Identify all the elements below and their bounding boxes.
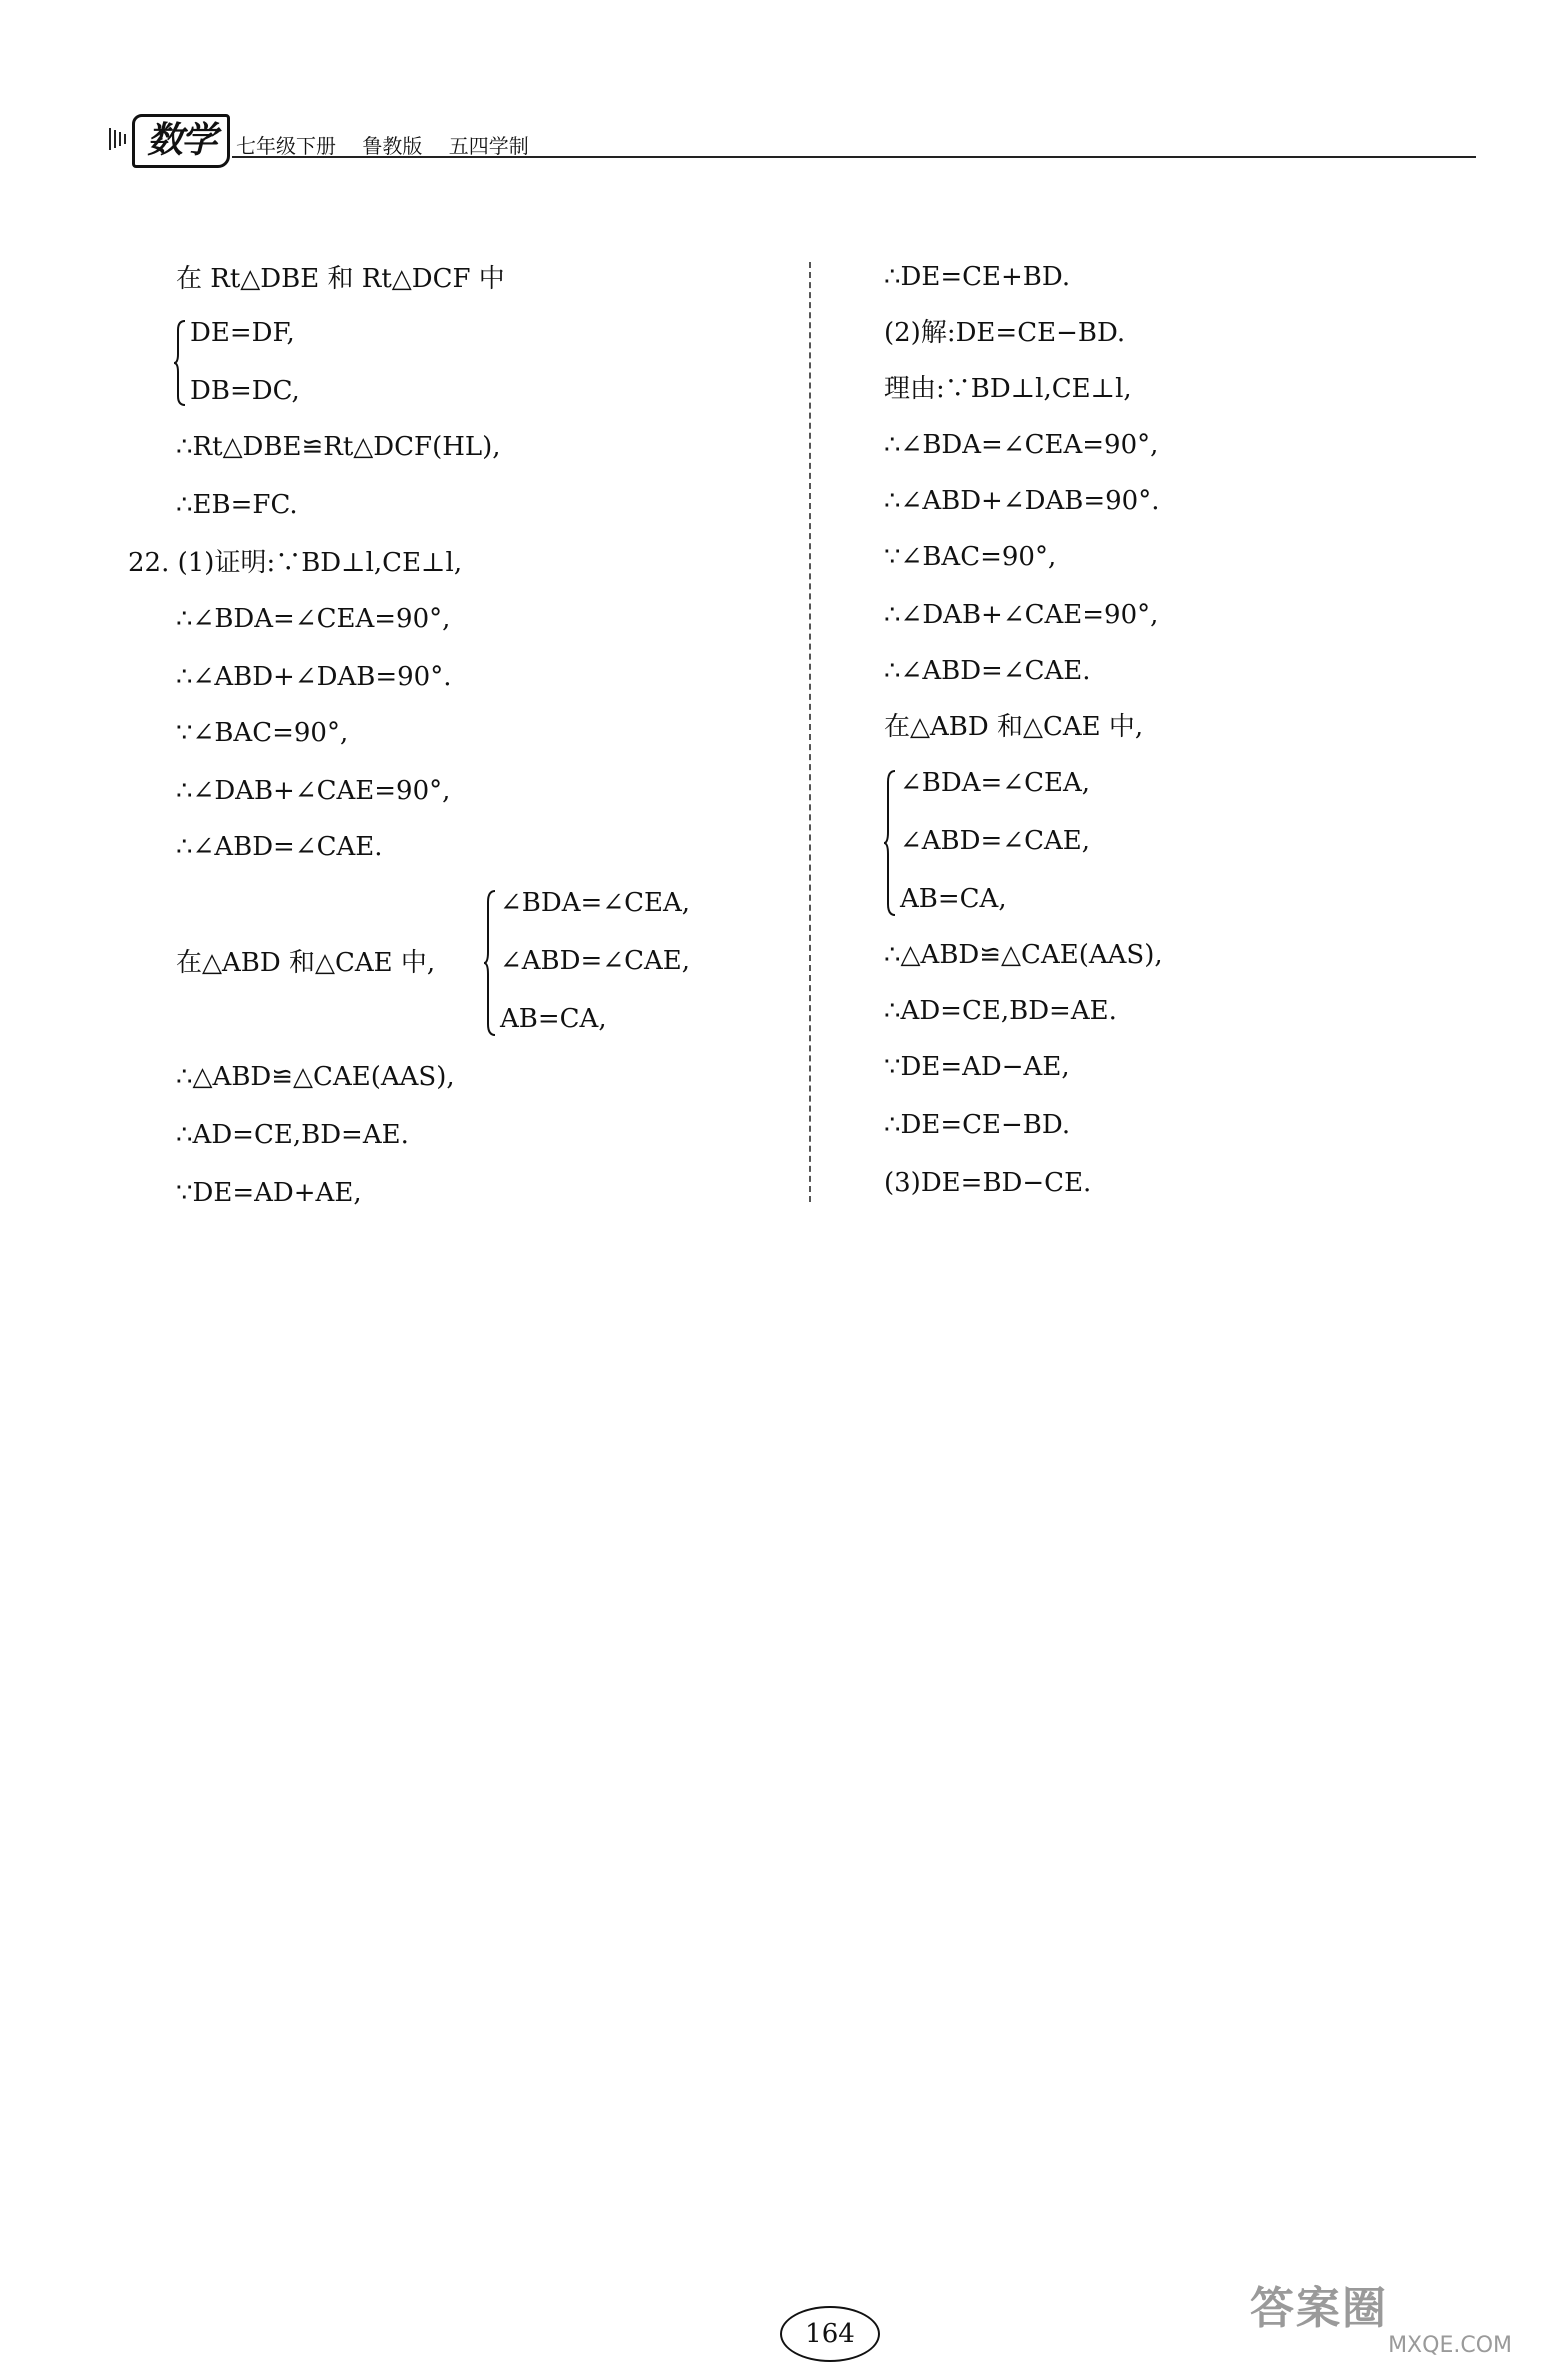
text-line: ∵DE=AD+AE, (176, 1178, 362, 1208)
watermark-url: MXQE.COM (1388, 2333, 1512, 2358)
text-line: 在△ABD 和△CAE 中, (884, 712, 1144, 742)
text-line: 在△ABD 和△CAE 中, (176, 948, 436, 978)
text-line: ∵∠BAC=90°, (176, 718, 349, 748)
watermark-text: 答案圈 (1250, 2283, 1388, 2334)
subject-logo: 数学 (132, 114, 230, 168)
text-line: ∵DE=AD−AE, (884, 1052, 1070, 1082)
system-line: ∠BDA=∠CEA, (500, 888, 690, 918)
text-line: ∴∠BDA=∠CEA=90°, (176, 604, 451, 634)
system-line: AB=CA, (900, 884, 1007, 914)
equation-system (884, 766, 1184, 918)
text-line: ∴△ABD≌△CAE(AAS), (884, 940, 1163, 970)
brace-icon (884, 770, 896, 916)
page-number: 164 (780, 2306, 880, 2362)
header-rule (232, 156, 1476, 158)
text-line: ∴DE=CE+BD. (884, 262, 1071, 292)
text-line: 理由:∵BD⊥l,CE⊥l, (884, 374, 1132, 404)
page-header (96, 108, 1476, 168)
text-line: ∴∠BDA=∠CEA=90°, (884, 430, 1159, 460)
text-line: ∴∠ABD+∠DAB=90°. (176, 662, 452, 692)
ornament-icon (106, 126, 128, 152)
system-line: AB=CA, (500, 1004, 607, 1034)
equation-system (484, 886, 764, 1038)
text-line: ∵∠BAC=90°, (884, 542, 1057, 572)
text-line: ∴Rt△DBE≌Rt△DCF(HL), (176, 432, 501, 462)
system-line: ∠ABD=∠CAE, (500, 946, 690, 976)
text-line: ∴∠ABD+∠DAB=90°. (884, 486, 1160, 516)
system-line: DE=DF, (190, 318, 295, 348)
text-line: ∴AD=CE,BD=AE. (884, 996, 1117, 1026)
text-line: (2)解:DE=CE−BD. (884, 318, 1126, 348)
text-line: ∴∠DAB+∠CAE=90°, (884, 600, 1159, 630)
system-line: ∠ABD=∠CAE, (900, 826, 1090, 856)
watermark-logo (1250, 2284, 1520, 2364)
school-system-label: 五四学制 (448, 134, 529, 158)
text-line: ∴EB=FC. (176, 490, 298, 520)
text-line: (3)DE=BD−CE. (884, 1168, 1092, 1198)
equation-system (174, 316, 394, 412)
edition-label: 鲁教版 (362, 134, 423, 158)
text-line: ∴∠DAB+∠CAE=90°, (176, 776, 451, 806)
brace-icon (484, 890, 496, 1036)
grade-label: 七年级下册 (236, 134, 336, 158)
book-info (236, 130, 549, 159)
system-line: ∠BDA=∠CEA, (900, 768, 1090, 798)
text-line: ∴AD=CE,BD=AE. (176, 1120, 409, 1150)
text-line: ∴∠ABD=∠CAE. (176, 832, 383, 862)
problem-line: 22. (1)证明:∵BD⊥l,CE⊥l, (128, 548, 463, 578)
text-line: ∴∠ABD=∠CAE. (884, 656, 1091, 686)
text-line: 在 Rt△DBE 和 Rt△DCF 中 (176, 264, 505, 294)
text-line: ∴△ABD≌△CAE(AAS), (176, 1062, 455, 1092)
brace-icon (174, 320, 186, 406)
system-line: DB=DC, (190, 376, 300, 406)
column-divider (809, 262, 811, 1202)
text-line: ∴DE=CE−BD. (884, 1110, 1071, 1140)
